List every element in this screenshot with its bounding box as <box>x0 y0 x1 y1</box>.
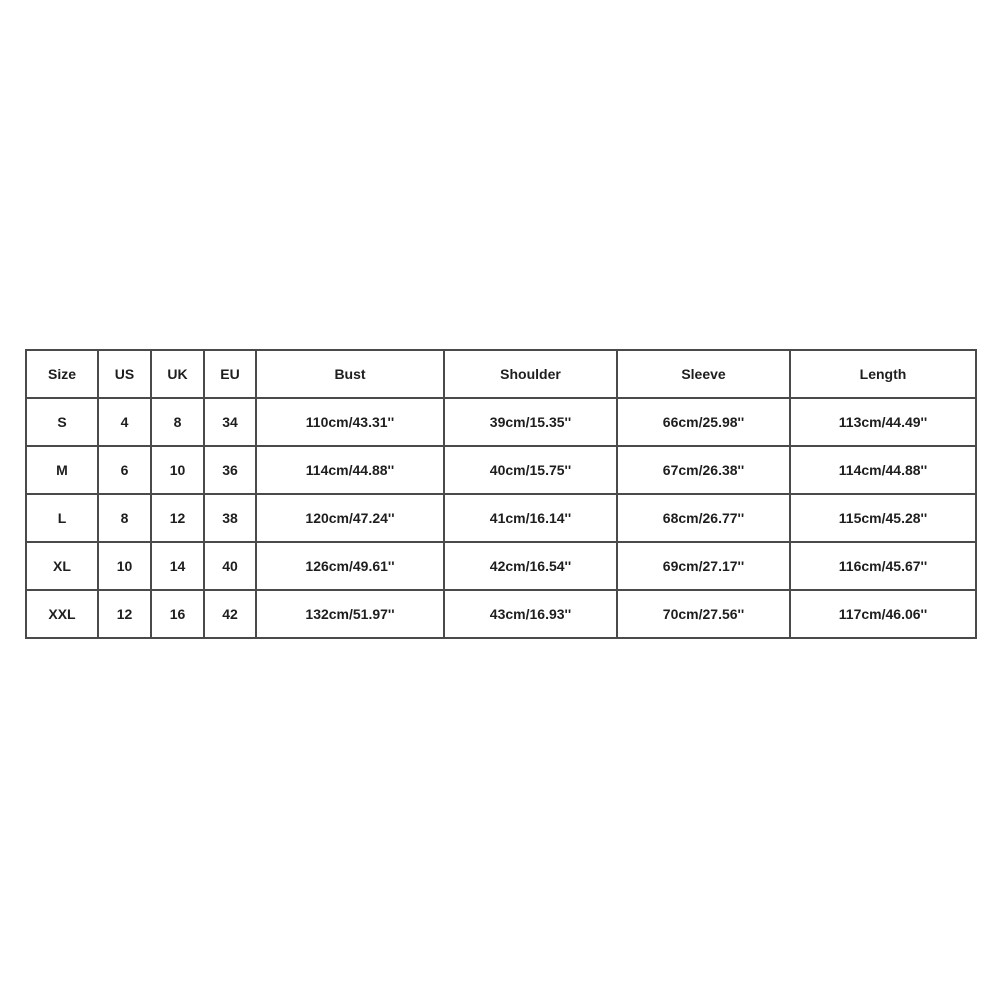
cell-shoulder: 40cm/15.75'' <box>444 446 617 494</box>
cell-size: M <box>26 446 98 494</box>
cell-size: L <box>26 494 98 542</box>
cell-eu: 40 <box>204 542 256 590</box>
cell-uk: 10 <box>151 446 204 494</box>
cell-us: 6 <box>98 446 151 494</box>
cell-shoulder: 43cm/16.93'' <box>444 590 617 638</box>
cell-bust: 132cm/51.97'' <box>256 590 444 638</box>
cell-shoulder: 41cm/16.14'' <box>444 494 617 542</box>
cell-shoulder: 39cm/15.35'' <box>444 398 617 446</box>
cell-length: 116cm/45.67'' <box>790 542 976 590</box>
cell-us: 10 <box>98 542 151 590</box>
cell-length: 117cm/46.06'' <box>790 590 976 638</box>
header-sleeve: Sleeve <box>617 350 790 398</box>
cell-sleeve: 66cm/25.98'' <box>617 398 790 446</box>
cell-bust: 120cm/47.24'' <box>256 494 444 542</box>
cell-size: XL <box>26 542 98 590</box>
cell-sleeve: 67cm/26.38'' <box>617 446 790 494</box>
cell-bust: 110cm/43.31'' <box>256 398 444 446</box>
cell-length: 113cm/44.49'' <box>790 398 976 446</box>
cell-us: 4 <box>98 398 151 446</box>
table-row <box>26 446 976 494</box>
size-chart-table <box>25 349 977 639</box>
cell-eu: 34 <box>204 398 256 446</box>
cell-length: 115cm/45.28'' <box>790 494 976 542</box>
header-length: Length <box>790 350 976 398</box>
cell-us: 12 <box>98 590 151 638</box>
cell-sleeve: 68cm/26.77'' <box>617 494 790 542</box>
cell-eu: 38 <box>204 494 256 542</box>
header-uk: UK <box>151 350 204 398</box>
cell-size: S <box>26 398 98 446</box>
table-row <box>26 398 976 446</box>
cell-length: 114cm/44.88'' <box>790 446 976 494</box>
cell-shoulder: 42cm/16.54'' <box>444 542 617 590</box>
header-size: Size <box>26 350 98 398</box>
cell-sleeve: 70cm/27.56'' <box>617 590 790 638</box>
cell-uk: 12 <box>151 494 204 542</box>
cell-eu: 42 <box>204 590 256 638</box>
cell-uk: 14 <box>151 542 204 590</box>
header-shoulder: Shoulder <box>444 350 617 398</box>
table-row <box>26 590 976 638</box>
cell-us: 8 <box>98 494 151 542</box>
cell-uk: 8 <box>151 398 204 446</box>
cell-eu: 36 <box>204 446 256 494</box>
cell-size: XXL <box>26 590 98 638</box>
header-bust: Bust <box>256 350 444 398</box>
header-eu: EU <box>204 350 256 398</box>
cell-bust: 114cm/44.88'' <box>256 446 444 494</box>
table-row <box>26 542 976 590</box>
cell-bust: 126cm/49.61'' <box>256 542 444 590</box>
cell-sleeve: 69cm/27.17'' <box>617 542 790 590</box>
header-us: US <box>98 350 151 398</box>
header-row <box>26 350 976 398</box>
table-row <box>26 494 976 542</box>
cell-uk: 16 <box>151 590 204 638</box>
